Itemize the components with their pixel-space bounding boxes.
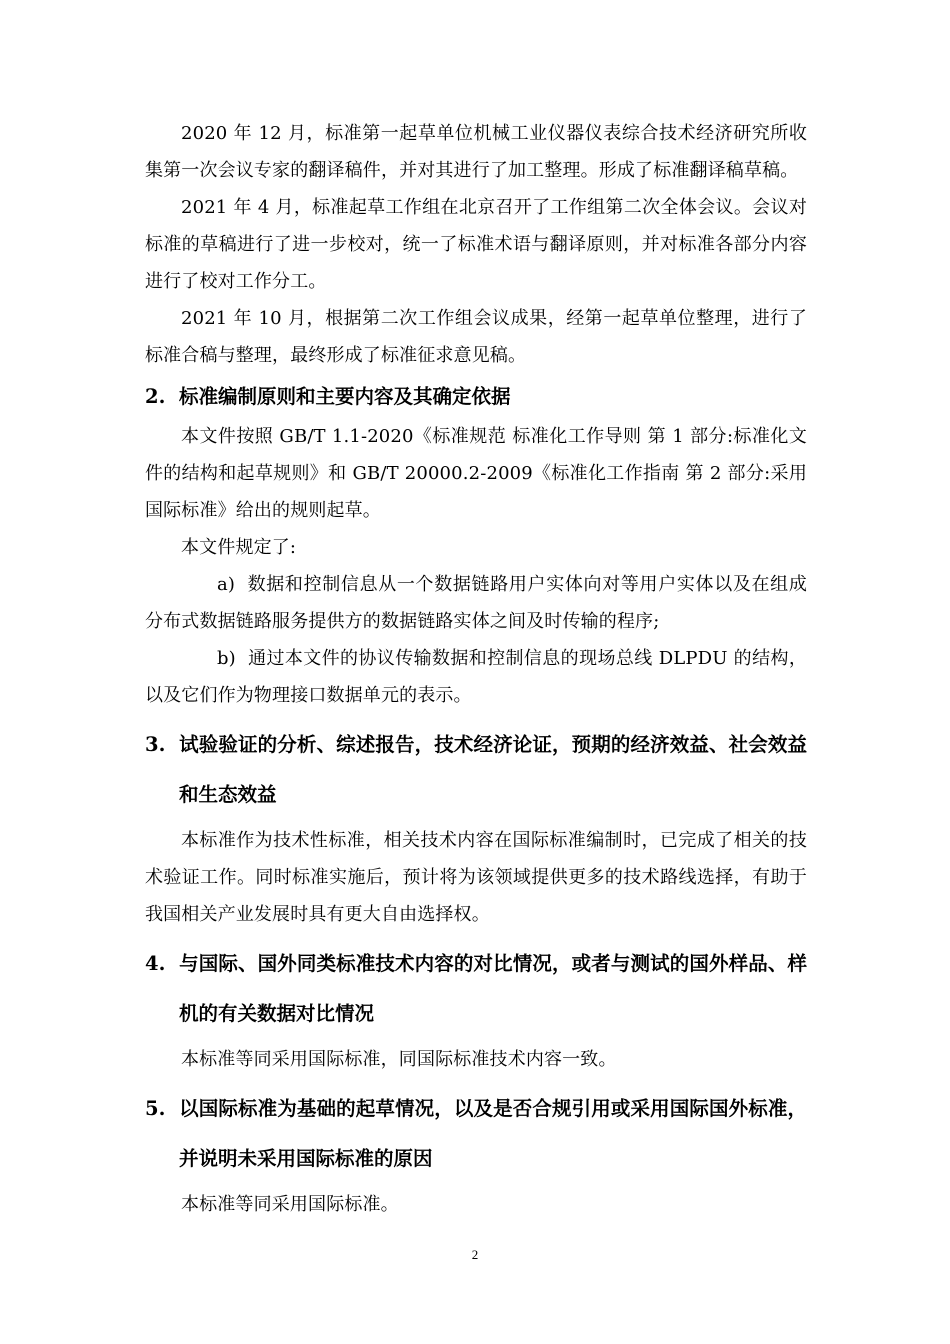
section-4-paragraph: 本标准等同采用国际标准，同国际标准技术内容一致。 bbox=[181, 1049, 617, 1070]
section-2-paragraph-2: 本文件规定了: bbox=[181, 537, 297, 558]
section-3-title: 试验验证的分析、综述报告，技术经济论证，预期的经济效益、社会效益和生态效益 bbox=[179, 733, 807, 806]
list-item-a-marker: a) bbox=[217, 574, 236, 595]
intro-paragraph-1: 2020 年 12 月，标准第一起草单位机械工业仪器仪表综合技术经济研究所收集第一次会议专家的翻译稿件，并对其进行了加工整理。形成了标准翻译稿草稿。 bbox=[145, 123, 807, 181]
list-item-b-marker: b) bbox=[217, 648, 236, 669]
section-5-heading bbox=[145, 1084, 807, 1184]
section-5-number: 5. bbox=[145, 1097, 166, 1120]
list-item-a-text: 数据和控制信息从一个数据链路用户实体向对等用户实体以及在组成分布式数据链路服务提供方的数据链路实体之间及时传输的程序; bbox=[145, 574, 807, 632]
section-5-title: 以国际标准为基础的起草情况，以及是否合规引用或采用国际国外标准，并说明未采用国际标准的原因 bbox=[179, 1097, 807, 1170]
section-2-title: 标准编制原则和主要内容及其确定依据 bbox=[179, 385, 511, 408]
section-4-title: 与国际、国外同类标准技术内容的对比情况，或者与测试的国外样品、样机的有关数据对比情况 bbox=[179, 952, 807, 1025]
list-item-b bbox=[145, 640, 807, 714]
section-3-paragraph: 本标准作为技术性标准，相关技术内容在国际标准编制时，已完成了相关的技术验证工作。同时标准实施后，预计将为该领域提供更多的技术路线选择，有助于我国相关产业发展时具有更大自由选择权。 bbox=[145, 830, 807, 925]
list-item-b-text: 通过本文件的协议传输数据和控制信息的现场总线 DLPDU 的结构，以及它们作为物理接口数据单元的表示。 bbox=[145, 648, 807, 706]
section-2-number: 2. bbox=[145, 385, 166, 408]
section-4-number: 4. bbox=[145, 952, 166, 975]
intro-paragraph-3: 2021 年 10 月，根据第二次工作组会议成果，经第一起草单位整理，进行了标准合稿与整理，最终形成了标准征求意见稿。 bbox=[145, 308, 807, 366]
page-content bbox=[145, 115, 807, 1223]
section-4-heading bbox=[145, 939, 807, 1039]
list-item-a bbox=[145, 566, 807, 640]
section-3-number: 3. bbox=[145, 733, 166, 756]
section-2-heading bbox=[145, 378, 807, 416]
page-number: 2 bbox=[471, 1247, 479, 1262]
section-5-paragraph: 本标准等同采用国际标准。 bbox=[181, 1194, 399, 1215]
section-3-heading bbox=[145, 720, 807, 820]
intro-paragraph-2: 2021 年 4 月，标准起草工作组在北京召开了工作组第二次全体会议。会议对标准的草稿进行了进一步校对，统一了标准术语与翻译原则，并对标准各部分内容进行了校对工作分工。 bbox=[145, 197, 807, 292]
section-2-paragraph-1: 本文件按照 GB/T 1.1-2020《标准规范 标准化工作导则 第 1 部分:标准化文件的结构和起草规则》和 GB/T 20000.2-2009《标准化工作指南 第 2 部分:采用国际标准》给出的规则起草。 bbox=[145, 426, 807, 521]
